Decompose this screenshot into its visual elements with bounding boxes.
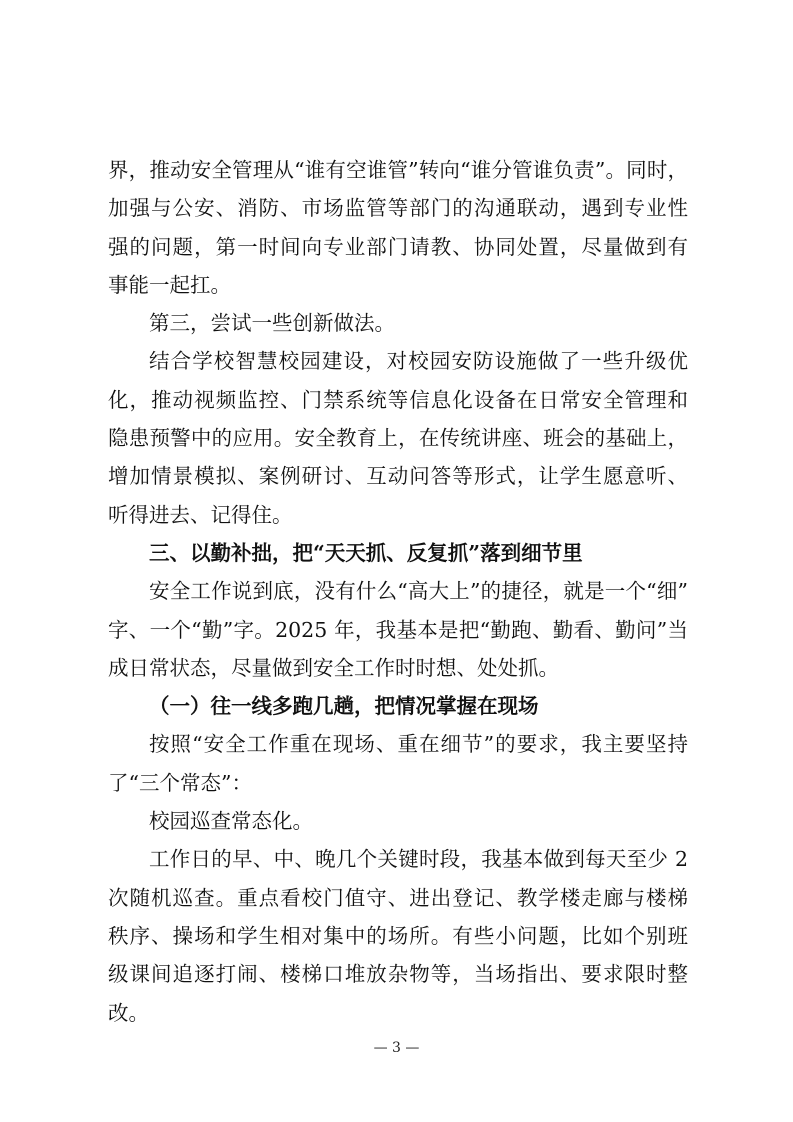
paragraph [108,725,688,802]
text-line: 了“三个常态”： [108,770,252,795]
text-line: 事能一起扛。 [108,272,231,297]
paragraph [108,572,688,687]
text-line: 化，推动视频监控、门禁系统等信息化设备在日常安全管理和 [108,387,688,412]
text-line: 加强与公安、消防、市场监管等部门的沟通联动，遇到专业性 [108,196,688,221]
text-line: 听得进去、记得住。 [108,502,293,527]
text-line: 校园巡查常态化。 [149,809,313,834]
subsection-heading-text: （一）往一线多跑几趟，把情况掌握在现场 [149,694,539,719]
paragraph [108,151,688,304]
paragraph [108,802,688,840]
text-line: 工作日的早、中、晚几个关键时段，我基本做到每天至少 2 [149,847,688,872]
text-line: 增加情景模拟、案例研讨、互动问答等形式，让学生愿意听、 [108,464,688,489]
page-number: — 3 — [373,1040,420,1056]
paragraph [108,342,688,533]
text-line: 安全工作说到底，没有什么“高大上”的捷径，就是一个“细” [149,579,688,604]
text-line: 级课间追逐打闹、楼梯口堆放杂物等，当场指出、要求限时整 [108,962,688,987]
section-heading-text: 三、以勤补拙，把“天天抓、反复抓”落到细节里 [149,540,583,565]
text-line: 结合学校智慧校园建设，对校园安防设施做了一些升级优 [149,349,688,374]
subsection-heading [108,687,688,725]
text-line: 强的问题，第一时间向专业部门请教、协同处置，尽量做到有 [108,234,688,259]
text-line: 隐患预警中的应用。安全教育上，在传统讲座、班会的基础上， [108,426,688,451]
text-line: 次随机巡查。重点看校门值守、进出登记、教学楼走廊与楼梯 [108,885,688,910]
text-line: 秩序、操场和学生相对集中的场所。有些小问题，比如个别班 [108,923,688,948]
section-heading [108,534,688,572]
text-line: 第三，尝试一些创新做法。 [149,311,395,336]
paragraph [108,304,688,342]
text-line: 按照“安全工作重在现场、重在细节”的要求，我主要坚持 [149,732,688,757]
document-body [108,151,688,1032]
text-line: 字、一个“勤”字。2025 年，我基本是把“勤跑、勤看、勤问”当 [108,617,688,642]
text-line: 改。 [108,1000,149,1025]
text-line: 界，推动安全管理从“谁有空谁管”转向“谁分管谁负责”。同时， [108,158,688,182]
text-line: 成日常状态，尽量做到安全工作时时想、处处抓。 [108,655,559,680]
paragraph [108,840,688,1031]
